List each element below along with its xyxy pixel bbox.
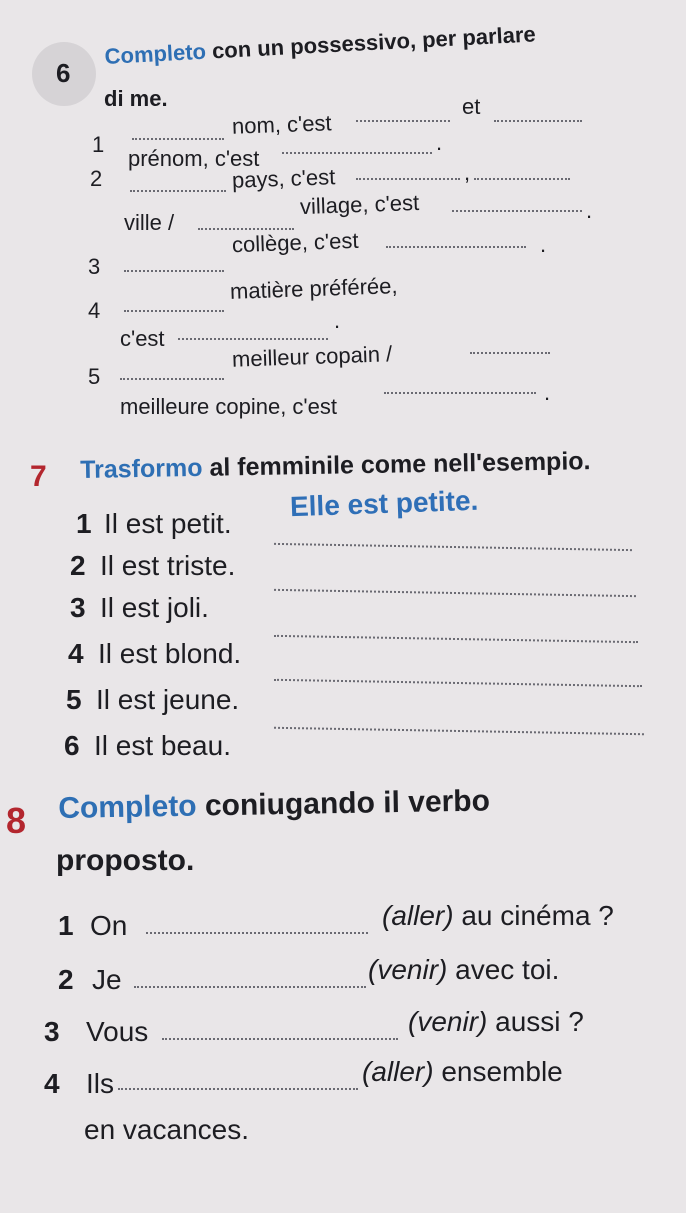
ex6-item-2-blank-3[interactable] — [474, 178, 570, 180]
ex8-item-3-subject: Vous — [86, 1016, 149, 1047]
ex8-item-2-rest: avec toi. — [447, 954, 560, 985]
ex8-item-2-clue — [368, 954, 559, 986]
ex7-item-6-text: Il est beau. — [94, 730, 231, 761]
ex6-item-1-blank-1[interactable] — [132, 138, 224, 140]
ex8-item-4-clue — [362, 1056, 563, 1088]
ex6-item-1-number: 1 — [92, 132, 105, 157]
ex6-item-3-end: . — [540, 232, 547, 257]
ex7-item-3-number: 3 — [70, 592, 86, 623]
ex8-item-3-number: 3 — [44, 1016, 60, 1047]
ex7-item-1-answer: Elle est petite. — [289, 484, 479, 523]
ex6-item-2-comma: , — [464, 160, 471, 185]
ex8-item-4-subject: Ils — [86, 1068, 114, 1099]
ex7-item-4-number: 4 — [68, 638, 84, 669]
ex8-item-2-blank[interactable] — [134, 986, 366, 988]
ex6-item-3-blank-2[interactable] — [386, 246, 526, 248]
ex6-item-5-blank-3[interactable] — [384, 392, 536, 394]
ex8-item-1-rest: au cinéma ? — [453, 900, 614, 931]
ex6-item-2-blank-2[interactable] — [356, 178, 460, 180]
exercise-6-title-highlight: Completo — [104, 38, 207, 69]
ex8-item-3-hint: (venir) — [408, 1006, 488, 1037]
ex6-item-5-end: . — [544, 380, 551, 405]
exercise-6-instruction — [104, 21, 536, 70]
ex6-item-5-blank-2[interactable] — [470, 352, 550, 354]
exercise-7-instruction — [80, 447, 591, 485]
ex6-item-4-number: 4 — [88, 298, 101, 323]
ex7-item-1-text: Il est petit. — [104, 508, 232, 539]
exercise-7-number: 7 — [30, 460, 47, 493]
ex7-item-4-text: Il est blond. — [98, 638, 242, 669]
ex6-item-3-text-a: collège, c'est — [231, 227, 359, 258]
exercise-6-title-line2: di me. — [104, 86, 168, 111]
ex6-item-4-text-a: matière préférée, — [229, 273, 398, 304]
ex6-item-5-blank-1[interactable] — [120, 378, 224, 380]
exercise-7-title-rest: al femminile come nell'esempio. — [202, 447, 591, 482]
ex8-item-1-clue — [382, 900, 614, 932]
ex7-item-4-answer-line[interactable] — [274, 635, 638, 643]
ex7-item-5-answer-line[interactable] — [274, 679, 642, 687]
ex8-item-4-number: 4 — [44, 1068, 60, 1099]
exercise-8-title-rest: coniugando il verbo — [196, 784, 491, 823]
ex6-item-4-blank-1[interactable] — [124, 310, 224, 312]
ex7-item-6-number: 6 — [64, 730, 80, 761]
ex6-item-4-text-c: c'est — [120, 326, 165, 351]
ex7-item-2-answer-line[interactable] — [274, 543, 632, 551]
ex6-item-1-text-c: prénom, c'est — [128, 146, 260, 171]
ex6-item-3-number: 3 — [88, 254, 101, 279]
ex6-item-1-text-a: nom, c'est — [231, 110, 332, 139]
ex6-item-2-text-d: village, c'est — [299, 189, 420, 220]
ex7-item-2-number: 2 — [70, 550, 86, 581]
ex6-item-2-text-a: pays, c'est — [231, 164, 336, 193]
ex8-item-4-blank[interactable] — [118, 1088, 358, 1090]
ex6-item-2-blank-1[interactable] — [130, 190, 226, 192]
ex6-item-1-blank-2[interactable] — [356, 120, 450, 122]
ex6-item-2-blank-5[interactable] — [452, 210, 582, 212]
ex8-item-1-number: 1 — [58, 910, 74, 941]
ex6-item-4-blank-2[interactable] — [178, 338, 328, 340]
ex8-item-4-hint: (aller) — [362, 1056, 434, 1087]
ex8-item-4-continuation: en vacances. — [84, 1114, 249, 1145]
ex6-item-1-text-b: et — [462, 94, 481, 119]
ex6-item-2-number: 2 — [90, 166, 103, 191]
ex7-item-3-answer-line[interactable] — [274, 589, 636, 597]
ex6-item-1-blank-3[interactable] — [494, 120, 582, 122]
ex6-item-2-text-c: ville / — [124, 210, 175, 235]
exercise-8-number: 8 — [6, 800, 27, 841]
ex8-item-2-hint: (venir) — [368, 954, 448, 985]
ex8-item-3-clue — [408, 1006, 584, 1038]
ex6-item-5-text-a: meilleur copain / — [231, 341, 393, 372]
exercise-6-number: 6 — [56, 58, 71, 88]
exercise-8-title-line2: proposto. — [56, 844, 195, 877]
ex8-item-2-subject: Je — [92, 964, 122, 995]
ex8-item-2-number: 2 — [58, 964, 74, 995]
ex7-item-1-number: 1 — [76, 508, 92, 539]
ex7-item-5-number: 5 — [66, 684, 82, 715]
ex7-item-3-text: Il est joli. — [100, 592, 209, 623]
ex6-item-2-end: . — [586, 198, 593, 223]
ex7-item-5-text: Il est jeune. — [96, 684, 240, 715]
ex7-item-2-text: Il est triste. — [100, 550, 236, 581]
ex8-item-4-rest: ensemble — [433, 1056, 563, 1087]
exercise-7-title-highlight: Trasformo — [80, 453, 203, 484]
ex8-item-1-hint: (aller) — [382, 900, 454, 931]
ex8-item-3-blank[interactable] — [162, 1038, 398, 1040]
ex6-item-4-end: . — [334, 308, 341, 333]
ex7-item-6-answer-line[interactable] — [274, 727, 644, 735]
ex8-item-3-rest: aussi ? — [487, 1006, 584, 1037]
ex6-item-3-blank-1[interactable] — [124, 270, 224, 272]
ex8-item-1-subject: On — [90, 910, 128, 941]
exercise-8-instruction — [58, 784, 490, 826]
ex6-item-5-number: 5 — [88, 364, 101, 389]
exercise-8-title-highlight: Completo — [58, 789, 197, 825]
exercise-6-title-rest: con un possessivo, per parlare — [205, 21, 537, 64]
ex6-item-1-blank-4[interactable] — [282, 152, 432, 154]
ex6-item-5-text-c: meilleure copine, c'est — [120, 394, 337, 419]
ex8-item-1-blank[interactable] — [146, 932, 368, 934]
ex6-item-1-end: . — [436, 130, 443, 155]
